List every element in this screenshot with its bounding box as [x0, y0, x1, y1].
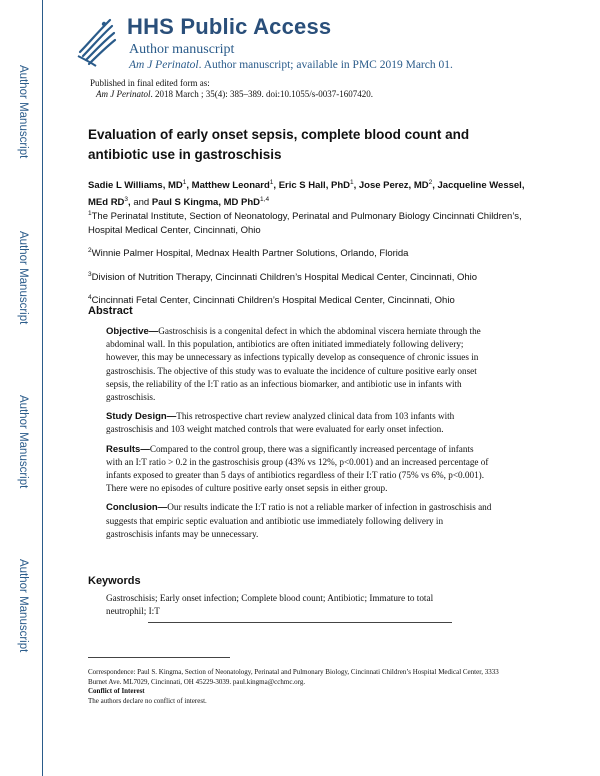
coi-text: The authors declare no conflict of interest.: [88, 696, 207, 705]
author: Eric S Hall, PhD: [278, 180, 350, 192]
abstract-results: Results—Compared to the control group, there was a significantly increased percentage of infants with an I:T ratio > 0.2 in the gastroschisis group (43% vs 12%, p<0.001) and an increased percentage of infants exposed to greater than 5 days of antibiotics regardless of their I:T ratio (75% vs 6%, p<0.001). There were no episodes of culture positive early onset sepsis in either group.: [106, 443, 489, 494]
author: Jose Perez, MD: [358, 180, 429, 192]
footnotes: [88, 668, 518, 706]
margin-label-3: Author Manuscript: [17, 395, 29, 489]
abstract-objective: Objective—Gastroschisis is a congenital defect in which the abdominal viscera herniate through the abdominal wall. In this population, antibiotics are often initiated immediately following delivery; however, this may be unnecessary as infections typically develop as consequence of chronic issues in gastroschisis. The objective of this study was to evaluate the incidence of culture positive early onset sepsis, the reliability of the I:T ratio as an infectious biomarker, and antibiotic use in infants with gastroschisis.: [106, 326, 481, 403]
abstract-body: [106, 325, 492, 547]
abstract-heading: Abstract: [88, 305, 133, 317]
affiliation-list: [88, 207, 528, 315]
margin-label-4: Author Manuscript: [17, 559, 29, 653]
affiliation: $^4$Cincinnati Fetal Center, Cincinnati Children’s Hospital Medical Center, Cincinnati, Ohio: [88, 294, 455, 307]
author: Jacqueline Wessel, MEd RD: [88, 180, 525, 209]
keywords-heading: Keywords: [88, 575, 141, 587]
keywords-divider: [148, 622, 452, 623]
affiliation: $^1$The Perinatal Institute, Section of Neonatology, Perinatal and Pulmonary Biology Cincinnati Children’s, Hospital Medical Center, Cincinnati, Ohio: [88, 210, 522, 236]
article-title: Evaluation of early onset sepsis, complete blood count and antibiotic use in gastroschisis: [88, 127, 470, 162]
coi-heading: Conflict of Interest: [88, 687, 145, 695]
abstract-conclusion: Conclusion—Our results indicate the I:T ratio is not a reliable marker of infection in gastroschisis and suggests that empiric septic evaluation and antibiotic use immediately following delivery in gastroschisis infants may be unnecessary.: [106, 502, 492, 539]
margin-label-1: Author Manuscript: [17, 65, 29, 159]
manuscript-type: Author manuscript: [129, 42, 235, 57]
author-list: Sadie L Williams, $MD^1$, Matthew Leonard$^1$, Eric S Hall, PhD$^1$, Jose Perez, $MD^2$, Jacqueline Wessel, MEd $RD^3$, and Paul S Kingma, MD PhD$^{1,4}$: [88, 179, 525, 209]
hhs-title: HHS Public Access: [127, 14, 332, 39]
citation: Am J Perinatol. 2018 March ; 35(4): 385–389. doi:10.1055/s-0037-1607420.: [96, 89, 373, 99]
author: Paul S Kingma, MD PhD: [151, 197, 261, 209]
affiliation: $^3$Division of Nutrition Therapy, Cincinnati Children’s Hospital Medical Center, Cincinnati, Ohio: [88, 270, 478, 283]
abstract-study-design: Study Design—This retrospective chart review analyzed clinical data from 103 infants with gastroschisis and 103 weight matched controls that were evaluated for early onset infection.: [106, 411, 455, 435]
author: Sadie L Williams, MD: [88, 180, 183, 192]
hhs-eagle-logo: [74, 12, 118, 68]
margin-label-2: Author Manuscript: [17, 231, 29, 325]
published-in-label: Published in final edited form as:: [90, 78, 210, 88]
correspondence: Correspondence: Paul S. Kingma, Section of Neonatology, Perinatal and Pulmonary Biology, Cincinnati Children’s Hospital Medical Center, 3333 Burnet Ave. ML7029, Cincinnati, OH 45229-3039. paul.kingma@cchmc.org.: [88, 668, 499, 686]
footnote-divider: [88, 657, 230, 658]
affiliation: $^2$Winnie Palmer Hospital, Mednax Health Partner Solutions, Orlando, Florida: [88, 247, 409, 260]
author: Matthew Leonard: [191, 180, 270, 192]
availability-line: Am J Perinatol. Author manuscript; available in PMC 2019 March 01.: [129, 59, 453, 71]
keywords-list: Gastroschisis; Early onset infection; Complete blood count; Antibiotic; Immature to total neutrophil; I:T: [106, 593, 434, 616]
margin-divider: [42, 0, 43, 776]
